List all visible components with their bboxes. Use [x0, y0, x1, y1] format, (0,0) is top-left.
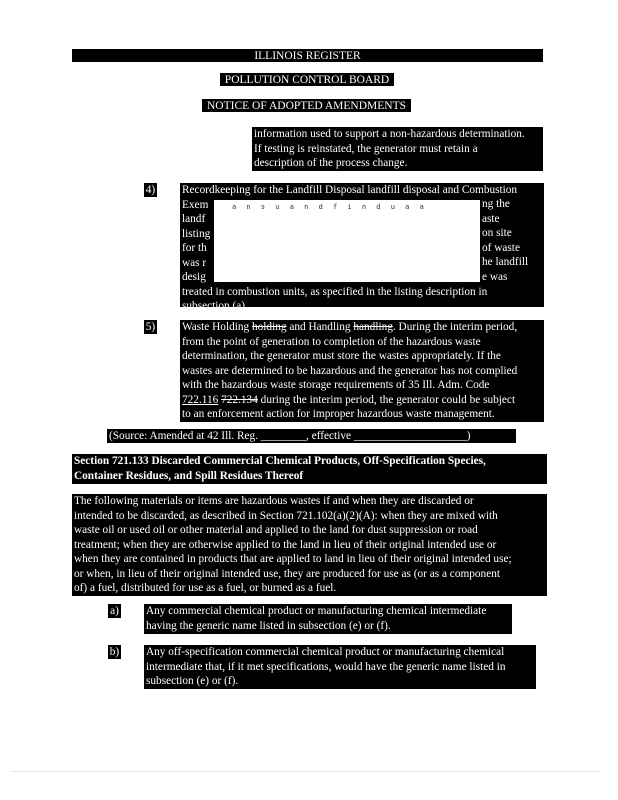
item-4-right-fragments	[482, 197, 542, 284]
item-5-line-5: with the hazardous waste storage requirements of 35 Ill. Adm. Code	[182, 379, 490, 391]
item-b-block	[144, 645, 536, 689]
redaction-box	[214, 200, 480, 282]
section-heading	[72, 454, 547, 484]
fragment-1: ng the	[482, 198, 510, 210]
fragment-3: on site	[482, 227, 512, 239]
item-5-label: 5)	[145, 321, 156, 333]
item-4-line-8: treated in combustion units, as specified in the listing description in	[182, 285, 488, 298]
item-5-line-3: determination, the generator must store the wastes appropriately. If the	[182, 350, 501, 362]
item-4-line-1: Recordkeeping for the Landfill Disposal landfill disposal and Combustion	[182, 184, 518, 196]
item-4-line-5: for th	[182, 242, 207, 254]
notice-title: NOTICE OF ADOPTED AMENDMENTS	[202, 99, 411, 112]
source-note: (Source: Amended at 42 Ill. Reg. ________, effective ____________________)	[107, 429, 516, 443]
intro-line-2: intended to be discarded, as described in Section 721.102(a)(2)(A): when they are mixed with	[74, 509, 498, 522]
intro-line-4: treatment; when they are otherwise applied to the land in lieu of their original intended use or	[74, 538, 497, 551]
item-b-line-1: Any off-specification commercial chemical product or manufacturing chemical	[146, 646, 505, 658]
item-5-block	[180, 320, 544, 422]
new-code-ref: 722.116	[182, 393, 219, 406]
item-b-line-3: subsection (e) or (f).	[146, 675, 239, 687]
register-title: ILLINOIS REGISTER	[72, 49, 543, 62]
intro-line-3: waste oil or used oil or other material and applied to the land for dust suppression or road	[74, 524, 478, 536]
item-4-label: 4)	[145, 184, 156, 196]
top-line-3: description of the process change.	[254, 157, 408, 169]
item-4-line-7: desig	[182, 271, 206, 283]
fragment-4: of waste	[482, 241, 520, 254]
intro-line-5: when they are contained in products that are applied to land in lieu of their original intended use;	[74, 553, 512, 565]
intro-line-6: or when, in lieu of their original intended use, they are produced for use as (or as a component	[74, 567, 501, 580]
item-5-line-4: wastes are determined to be hazardous and the generator has not complied	[182, 364, 518, 377]
item-4-line-4: listing	[182, 227, 211, 240]
board-title: POLLUTION CONTROL BOARD	[220, 73, 394, 86]
item-4-line-9: subsection (a).	[182, 300, 248, 312]
section-heading-line-2: Container Residues, and Spill Residues Thereof	[74, 469, 304, 482]
fragment-2: aste	[482, 212, 500, 225]
item-5-line-6: 722.116 722.134 during the interim period, the generator could be subject	[182, 393, 516, 406]
top-continuation-block	[252, 127, 543, 171]
item-a-line-2: having the generic name listed in subsection (e) or (f).	[146, 619, 391, 632]
item-a-block	[144, 604, 512, 634]
item-5-line-2: from the point of generation to completion of the hazardous waste	[182, 335, 481, 348]
item-5-line-1: Waste Holding holding and Handling handling. During the interim period,	[182, 321, 518, 333]
item-b-line-2: intermediate that, if it met specifications, would have the generic name listed in	[146, 660, 506, 673]
item-4-line-2: Exem	[182, 198, 209, 211]
fragment-5: he landfill	[482, 256, 529, 268]
page-bottom-rule	[10, 771, 600, 772]
top-line-1: information used to support a non-hazardous determination.	[254, 128, 525, 140]
item-5-line-7: to an enforcement action for improper hazardous waste management.	[182, 408, 495, 420]
fragment-6: e was	[482, 270, 508, 283]
item-b-label: b)	[109, 646, 120, 658]
top-line-2: If testing is reinstated, the generator must retain a	[254, 142, 478, 155]
intro-paragraph	[72, 494, 547, 596]
intro-line-7: of) a fuel, distributed for use as a fuel, or burned as a fuel.	[74, 582, 337, 594]
intro-line-1: The following materials or items are hazardous wastes if and when they are discarded or	[74, 495, 474, 507]
item-4-line-6: was r	[182, 256, 207, 269]
item-a-line-1: Any commercial chemical product or manufacturing chemical intermediate	[146, 605, 487, 617]
item-a-label: a)	[108, 604, 121, 618]
item-4-line-3: landf	[182, 213, 206, 225]
old-code-ref: 722.134	[221, 393, 258, 406]
section-heading-line-1: Section 721.133 Discarded Commercial Chemical Products, Off-Specification Species,	[74, 455, 486, 467]
redacted-marks: a n s u a n d f i n d u a a	[232, 203, 427, 211]
